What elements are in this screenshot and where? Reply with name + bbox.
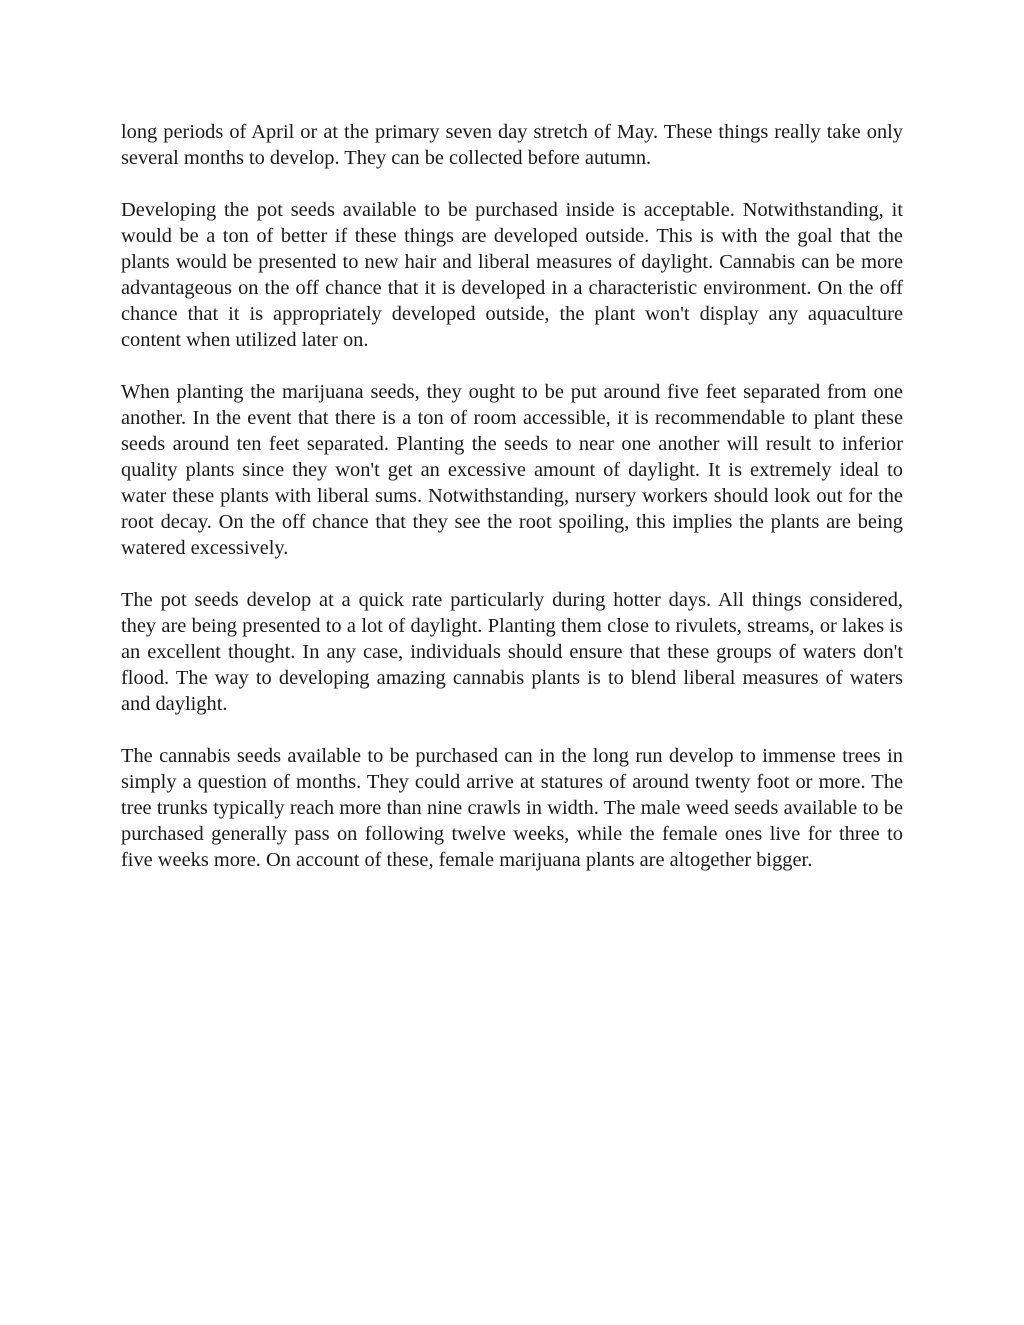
paragraph-4: The pot seeds develop at a quick rate particularly during hotter days. All things considered, they are being presented to a lot of daylight. Planting them close to rivulets, streams, or lakes is an excellent thought. In any case, individuals should ensure that these groups of waters don't flood. The way to developing amazing cannabis plants is to blend liberal measures of waters and daylight. [121,589,903,715]
paragraph-5: The cannabis seeds available to be purchased can in the long run develop to immense trees in simply a question of months. They could arrive at statures of around twenty foot or more. The tree trunks typically reach more than nine crawls in width. The male weed seeds available to be purchased generally pass on following twelve weeks, while the female ones live for three to five weeks more. On account of these, female marijuana plants are altogether bigger. [121,745,903,871]
paragraph-1: long periods of April or at the primary seven day stretch of May. These things really take only several months to develop. They can be collected before autumn. [121,121,903,169]
paragraph-3: When planting the marijuana seeds, they ought to be put around five feet separated from one another. In the event that there is a ton of room accessible, it is recommendable to plant these seeds around ten feet separated. Planting the seeds to near one another will result to inferior quality plants since they won't get an excessive amount of daylight. It is extremely ideal to water these plants with liberal sums. Notwithstanding, nursery workers should look out for the root decay. On the off chance that they see the root spoiling, this implies the plants are being watered excessively. [121,381,903,559]
paragraph-2: Developing the pot seeds available to be purchased inside is acceptable. Notwithstanding, it would be a ton of better if these things are developed outside. This is with the goal that the plants would be presented to new hair and liberal measures of daylight. Cannabis can be more advantageous on the off chance that it is developed in a characteristic environment. On the off chance that it is appropriately developed outside, the plant won't display any aquaculture content when utilized later on. [121,199,903,351]
document-page [121,119,903,899]
